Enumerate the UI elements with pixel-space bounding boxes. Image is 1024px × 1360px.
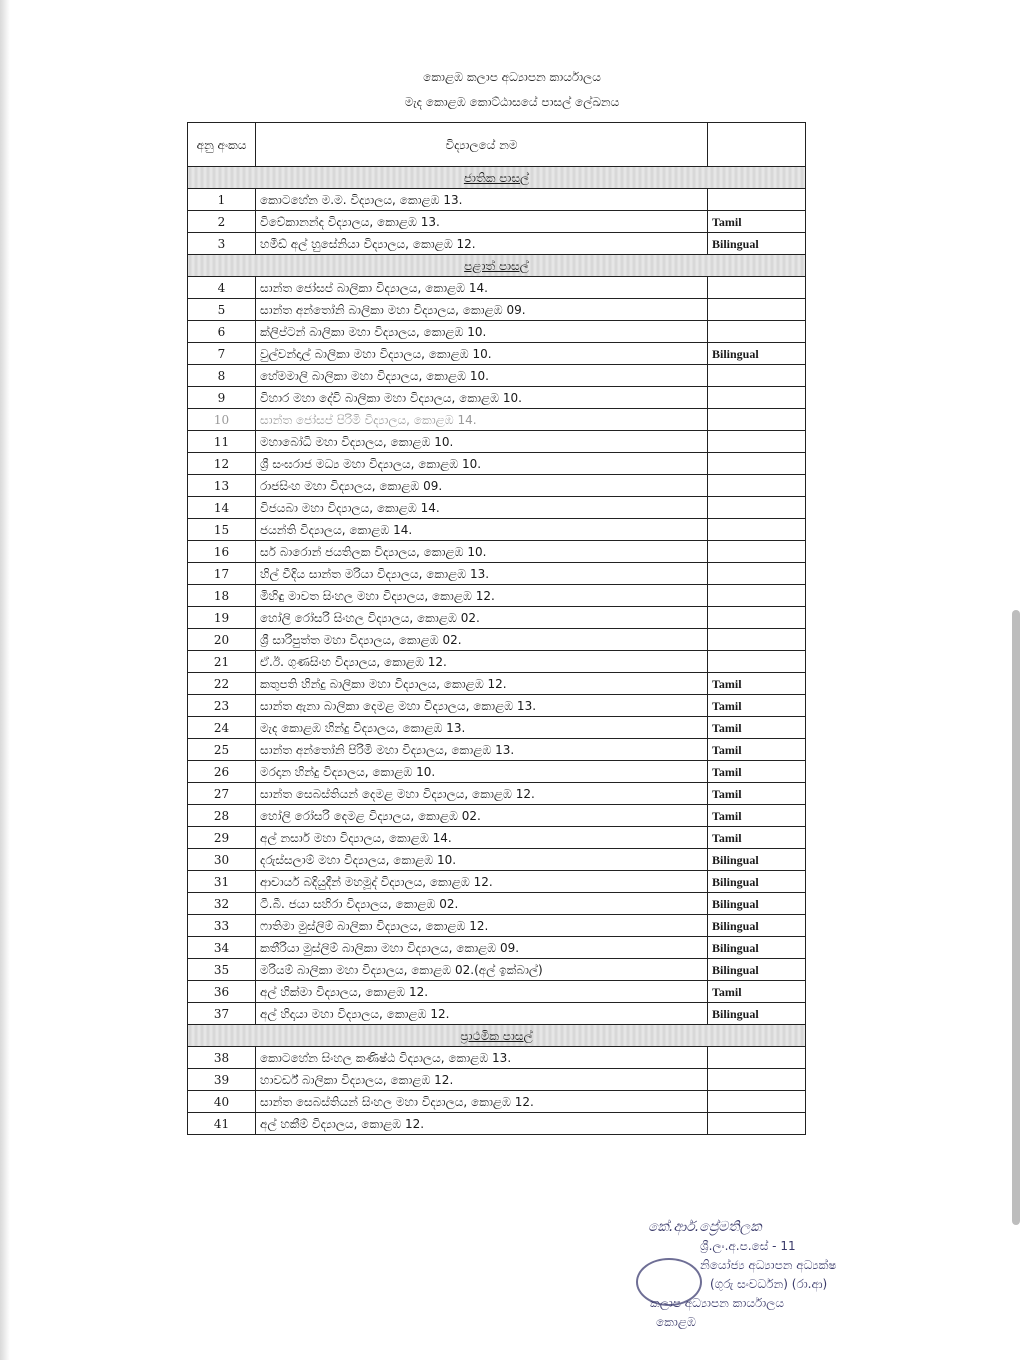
table-row [188, 365, 806, 387]
section-title: ප්‍රාථමික පාසල් [460, 1028, 533, 1043]
school-name: සාන්ත අන්තෝනි පිරිමි මහා විද්‍යාලය, කොළඹ 13. [256, 739, 708, 761]
section-header-row [188, 1025, 806, 1047]
row-number: 10 [188, 409, 256, 431]
medium-of-instruction [708, 585, 806, 607]
medium-of-instruction [708, 475, 806, 497]
signature-block [640, 1218, 860, 1332]
school-name: ජයන්ති විද්‍යාලය, කොළඹ 14. [256, 519, 708, 541]
section-header-row [188, 255, 806, 277]
medium-of-instruction [708, 1047, 806, 1069]
school-list-table [187, 122, 806, 1135]
row-number: 1 [188, 189, 256, 211]
table-row [188, 585, 806, 607]
table-row [188, 717, 806, 739]
row-number: 19 [188, 607, 256, 629]
table-row [188, 409, 806, 431]
table-row [188, 563, 806, 585]
school-name: මහාබෝධි මහා විද්‍යාලය, කොළඹ 10. [256, 431, 708, 453]
table-row [188, 607, 806, 629]
school-name: මරියම් බාලිකා මහා විද්‍යාලය, කොළඹ 02.(අල් ඉක්බාල්) [256, 959, 708, 981]
medium-of-instruction [708, 1113, 806, 1135]
row-number: 20 [188, 629, 256, 651]
table-header-row [188, 123, 806, 167]
medium-of-instruction [708, 299, 806, 321]
table-row [188, 321, 806, 343]
medium-of-instruction: Tamil [708, 695, 806, 717]
section-title: පළාත් පාසල් [464, 258, 529, 273]
medium-of-instruction [708, 277, 806, 299]
row-number: 5 [188, 299, 256, 321]
row-number: 18 [188, 585, 256, 607]
school-name: ටී.බී. ජයා සහිරා විද්‍යාලය, කොළඹ 02. [256, 893, 708, 915]
row-number: 14 [188, 497, 256, 519]
table-row [188, 651, 806, 673]
medium-of-instruction: Bilingual [708, 343, 806, 365]
school-name: හමීඩ් අල් හුසේනියා විද්‍යාලය, කොළඹ 12. [256, 233, 708, 255]
medium-of-instruction: Tamil [708, 211, 806, 233]
school-name: සාන්ත අන්තෝනි බාලිකා මහා විද්‍යාලය, කොළඹ 09. [256, 299, 708, 321]
row-number: 40 [188, 1091, 256, 1113]
school-name: හාවර්ඩ් බාලිකා විද්‍යාලය, කොළඹ 12. [256, 1069, 708, 1091]
row-number: 41 [188, 1113, 256, 1135]
medium-of-instruction [708, 1069, 806, 1091]
medium-of-instruction: Tamil [708, 981, 806, 1003]
medium-of-instruction: Tamil [708, 717, 806, 739]
table-row [188, 233, 806, 255]
table-row [188, 475, 806, 497]
signatory-service-grade: ශ්‍රී.ලං.අ.ප.සේ - 11 [700, 1239, 796, 1253]
row-number: 13 [188, 475, 256, 497]
row-number: 23 [188, 695, 256, 717]
row-number: 9 [188, 387, 256, 409]
row-number: 7 [188, 343, 256, 365]
table-row [188, 959, 806, 981]
medium-of-instruction [708, 519, 806, 541]
school-name: අල් හිදායා මහා විද්‍යාලය, කොළඹ 12. [256, 1003, 708, 1025]
table-row [188, 827, 806, 849]
row-number: 22 [188, 673, 256, 695]
school-name: විවේකානන්ද විද්‍යාලය, කොළඹ 13. [256, 211, 708, 233]
medium-of-instruction: Bilingual [708, 937, 806, 959]
signatory-city: කොළඹ [656, 1315, 696, 1329]
school-name: හෝලි රෝසරි දෙමළ විද්‍යාලය, කොළඹ 02. [256, 805, 708, 827]
column-header-school-name: විද්‍යාලයේ නම [256, 123, 708, 167]
section-header-cell [188, 1025, 806, 1047]
medium-of-instruction [708, 189, 806, 211]
school-name: කතුපති හින්දු බාලිකා මහා විද්‍යාලය, කොළඹ 12. [256, 673, 708, 695]
page-edge-shadow [0, 0, 10, 1360]
medium-of-instruction: Tamil [708, 783, 806, 805]
school-name: හිල් වීදිය සාන්ත මරියා විද්‍යාලය, කොළඹ 13. [256, 563, 708, 585]
row-number: 12 [188, 453, 256, 475]
signatory-division: (ගුරු සංවර්ධන) (රා.ආ) [710, 1277, 828, 1291]
table-row [188, 387, 806, 409]
row-number: 35 [188, 959, 256, 981]
table-row [188, 915, 806, 937]
section-header-cell [188, 255, 806, 277]
table-row [188, 277, 806, 299]
medium-of-instruction: Bilingual [708, 1003, 806, 1025]
table-row [188, 849, 806, 871]
school-name: අල් හකීම් විද්‍යාලය, කොළඹ 12. [256, 1113, 708, 1135]
office-title: කොළඹ කලාප අධ්‍යාපන කාර්යාලය [423, 70, 601, 84]
medium-of-instruction [708, 1091, 806, 1113]
row-number: 31 [188, 871, 256, 893]
school-name: ශ්‍රී සාරිපුත්ත මහා විද්‍යාලය, කොළඹ 02. [256, 629, 708, 651]
school-name: සාන්ත සෙබස්තියන් සිංහල මහා විද්‍යාලය, කොළඹ 12. [256, 1091, 708, 1113]
table-row [188, 431, 806, 453]
table-row [188, 937, 806, 959]
school-name: විහාර මහා දේවි බාලිකා මහා විද්‍යාලය, කොළඹ 10. [256, 387, 708, 409]
school-name: සාන්ත ජෝසප් පිරිමි විද්‍යාලය, කොළඹ 14. [256, 409, 708, 431]
school-name: ඒ.ඊ. ගුණසිංහ විද්‍යාලය, කොළඹ 12. [256, 651, 708, 673]
medium-of-instruction [708, 409, 806, 431]
row-number: 15 [188, 519, 256, 541]
table-row [188, 299, 806, 321]
school-name: සාන්ත ඇනා බාලිකා දෙමළ මහා විද්‍යාලය, කොළඹ 13. [256, 695, 708, 717]
table-row [188, 343, 806, 365]
row-number: 38 [188, 1047, 256, 1069]
table-row [188, 871, 806, 893]
table-row [188, 541, 806, 563]
school-name: ශ්‍රී සංඝරාජ මධ්‍ය මහා විද්‍යාලය, කොළඹ 10. [256, 453, 708, 475]
table-row [188, 211, 806, 233]
school-name: මිහිඳු මාවත සිංහල මහා විද්‍යාලය, කොළඹ 12. [256, 585, 708, 607]
medium-of-instruction [708, 497, 806, 519]
medium-of-instruction [708, 651, 806, 673]
signatory-designation: නියෝජ්‍ය අධ්‍යාපන අධ්‍යක්ෂ [700, 1258, 837, 1272]
medium-of-instruction [708, 365, 806, 387]
medium-of-instruction: Tamil [708, 761, 806, 783]
medium-of-instruction [708, 431, 806, 453]
medium-of-instruction [708, 607, 806, 629]
column-header-number: අනු අංකය [188, 123, 256, 167]
column-header-medium [708, 123, 806, 167]
table-row [188, 739, 806, 761]
table-row [188, 519, 806, 541]
scrollbar-thumb[interactable] [1012, 610, 1020, 1225]
table-row [188, 783, 806, 805]
table-row [188, 695, 806, 717]
table-row [188, 189, 806, 211]
school-list-body [188, 123, 806, 1135]
row-number: 4 [188, 277, 256, 299]
table-row [188, 981, 806, 1003]
school-name: හේමමාලි බාලිකා මහා විද්‍යාලය, කොළඹ 10. [256, 365, 708, 387]
row-number: 36 [188, 981, 256, 1003]
row-number: 30 [188, 849, 256, 871]
school-name: ෆාතිමා මුස්ලිම් බාලිකා විද්‍යාලය, කොළඹ 12. [256, 915, 708, 937]
table-row [188, 673, 806, 695]
school-name: සාන්ත සෙබස්තියන් දෙමළ මහා විද්‍යාලය, කොළඹ 12. [256, 783, 708, 805]
school-name: විජයබා මහා විද්‍යාලය, කොළඹ 14. [256, 497, 708, 519]
medium-of-instruction [708, 563, 806, 585]
medium-of-instruction: Bilingual [708, 871, 806, 893]
medium-of-instruction: Bilingual [708, 959, 806, 981]
medium-of-instruction [708, 321, 806, 343]
school-name: වුල්වන්දාල් බාලිකා මහා විද්‍යාලය, කොළඹ 10. [256, 343, 708, 365]
medium-of-instruction: Bilingual [708, 233, 806, 255]
school-name: දරුස්සලාම් මහා විද්‍යාලය, කොළඹ 10. [256, 849, 708, 871]
school-name: හෝලි රෝසරි සිංහල විද්‍යාලය, කොළඹ 02. [256, 607, 708, 629]
school-name: සර් බාරොන් ජයතිලක විද්‍යාලය, කොළඹ 10. [256, 541, 708, 563]
table-row [188, 453, 806, 475]
table-row [188, 1091, 806, 1113]
medium-of-instruction: Tamil [708, 805, 806, 827]
row-number: 21 [188, 651, 256, 673]
signatory-office: කලාප අධ්‍යාපන කාර්යාලය [650, 1296, 784, 1310]
table-row [188, 805, 806, 827]
row-number: 11 [188, 431, 256, 453]
medium-of-instruction: Tamil [708, 673, 806, 695]
school-name: සාන්ත ජෝසප් බාලිකා විද්‍යාලය, කොළඹ 14. [256, 277, 708, 299]
section-title: ජාතික පාසල් [463, 170, 530, 185]
row-number: 25 [188, 739, 256, 761]
section-header-row [188, 167, 806, 189]
school-name: මරදාන හින්දු විද්‍යාලය, කොළඹ 10. [256, 761, 708, 783]
row-number: 3 [188, 233, 256, 255]
table-row [188, 629, 806, 651]
medium-of-instruction [708, 453, 806, 475]
school-name: ක්ලිප්ටන් බාලිකා මහා විද්‍යාලය, කොළඹ 10. [256, 321, 708, 343]
medium-of-instruction [708, 629, 806, 651]
school-name: අල් නසාර් මහා විද්‍යාලය, කොළඹ 14. [256, 827, 708, 849]
medium-of-instruction: Tamil [708, 827, 806, 849]
row-number: 6 [188, 321, 256, 343]
school-name: කොටහේන ම.ම. විද්‍යාලය, කොළඹ 13. [256, 189, 708, 211]
table-row [188, 1113, 806, 1135]
table-row [188, 761, 806, 783]
medium-of-instruction: Tamil [708, 739, 806, 761]
row-number: 24 [188, 717, 256, 739]
table-row [188, 497, 806, 519]
section-header-cell [188, 167, 806, 189]
medium-of-instruction [708, 387, 806, 409]
medium-of-instruction: Bilingual [708, 849, 806, 871]
medium-of-instruction: Bilingual [708, 915, 806, 937]
medium-of-instruction [708, 541, 806, 563]
medium-of-instruction: Bilingual [708, 893, 806, 915]
table-row [188, 1003, 806, 1025]
row-number: 39 [188, 1069, 256, 1091]
row-number: 17 [188, 563, 256, 585]
school-name: අල් හික්මා විද්‍යාලය, කොළඹ 12. [256, 981, 708, 1003]
row-number: 34 [188, 937, 256, 959]
row-number: 2 [188, 211, 256, 233]
school-name: කතීරියා මුස්ලිම් බාලිකා මහා විද්‍යාලය, කොළඹ 09. [256, 937, 708, 959]
table-row [188, 1069, 806, 1091]
row-number: 37 [188, 1003, 256, 1025]
document-title: මැද කොළඹ කොට්ඨාසයේ පාසල් ලේඛනය [404, 95, 620, 109]
row-number: 26 [188, 761, 256, 783]
row-number: 29 [188, 827, 256, 849]
row-number: 27 [188, 783, 256, 805]
table-row [188, 893, 806, 915]
school-name: කොටහේන සිංහල කණිෂ්ඨ විද්‍යාලය, කොළඹ 13. [256, 1047, 708, 1069]
row-number: 32 [188, 893, 256, 915]
row-number: 33 [188, 915, 256, 937]
school-name: මැද කොළඹ හින්දු විද්‍යාලය, කොළඹ 13. [256, 717, 708, 739]
school-name: ආචාර්ය බදියුදීන් මහමූද් විද්‍යාලය, කොළඹ 12. [256, 871, 708, 893]
row-number: 16 [188, 541, 256, 563]
table-row [188, 1047, 806, 1069]
row-number: 28 [188, 805, 256, 827]
signatory-name: කේ.ආර්.ප්‍රේමතිලක [648, 1219, 762, 1235]
row-number: 8 [188, 365, 256, 387]
school-name: රාජසිංහ මහා විද්‍යාලය, කොළඹ 09. [256, 475, 708, 497]
